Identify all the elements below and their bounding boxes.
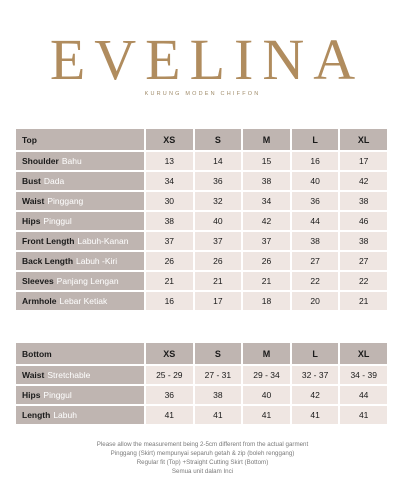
measurement-value: 13 — [146, 152, 193, 170]
size-header-xs: XS — [146, 343, 193, 364]
measurement-value: 38 — [243, 172, 290, 190]
measurement-value: 37 — [243, 232, 290, 250]
measurement-value: 36 — [292, 192, 339, 210]
bottom-size-table — [14, 341, 389, 426]
size-header-xl: XL — [340, 129, 387, 150]
measurement-value: 42 — [340, 172, 387, 190]
measurement-value: 20 — [292, 292, 339, 310]
table-row — [16, 232, 387, 250]
table-row — [16, 406, 387, 424]
size-header-m: M — [243, 343, 290, 364]
measurement-value: 16 — [146, 292, 193, 310]
measurement-name: Waist — [22, 196, 45, 206]
measurement-label — [16, 192, 144, 210]
table-row — [16, 152, 387, 170]
measurement-label — [16, 212, 144, 230]
measurement-value: 36 — [195, 172, 242, 190]
size-header-l: L — [292, 343, 339, 364]
measurement-label — [16, 406, 144, 424]
measurement-value: 42 — [243, 212, 290, 230]
measurement-label — [16, 366, 144, 384]
bottom-table-body — [16, 366, 387, 424]
measurement-value: 27 — [292, 252, 339, 270]
measurement-value: 38 — [340, 192, 387, 210]
measurement-name: Hips — [22, 390, 41, 400]
measurement-local-name: Lebar Ketiak — [59, 296, 108, 306]
measurement-label — [16, 272, 144, 290]
measurement-value: 21 — [340, 292, 387, 310]
top-table-header-row — [16, 129, 387, 150]
measurement-local-name: Pinggul — [43, 390, 72, 400]
measurement-local-name: Dada — [43, 176, 65, 186]
measurement-label — [16, 292, 144, 310]
measurement-value: 42 — [292, 386, 339, 404]
size-header-s: S — [195, 343, 242, 364]
measurement-value: 37 — [195, 232, 242, 250]
measurement-value: 44 — [340, 386, 387, 404]
note-fit: Regular fit (Top) +Straight Cutting Skirt (Bottom) — [136, 459, 269, 466]
top-table-body — [16, 152, 387, 310]
measurement-value: 32 — [195, 192, 242, 210]
measurement-local-name: Stretchable — [47, 370, 91, 380]
measurement-local-name: Bahu — [61, 156, 82, 166]
measurement-value: 34 - 39 — [340, 366, 387, 384]
measurement-name: Sleeves — [22, 276, 54, 286]
measurement-value: 17 — [195, 292, 242, 310]
table-row — [16, 386, 387, 404]
measurement-label — [16, 152, 144, 170]
measurement-value: 34 — [243, 192, 290, 210]
measurement-value: 32 - 37 — [292, 366, 339, 384]
measurement-value: 21 — [195, 272, 242, 290]
note-measurement-tolerance: Please allow the measurement being 2-5cm different from the actual garment — [96, 441, 309, 448]
measurement-label — [16, 386, 144, 404]
note-units: Semua unit dalam Inci — [171, 468, 234, 475]
measurement-value: 21 — [243, 272, 290, 290]
measurement-name: Hips — [22, 216, 41, 226]
size-header-m: M — [243, 129, 290, 150]
measurement-label — [16, 232, 144, 250]
measurement-local-name: Pinggang — [47, 196, 84, 206]
measurement-value: 40 — [292, 172, 339, 190]
table-row — [16, 172, 387, 190]
table-row — [16, 272, 387, 290]
bottom-table-title: Bottom — [16, 343, 144, 364]
size-header-xs: XS — [146, 129, 193, 150]
table-row — [16, 212, 387, 230]
measurement-value: 38 — [195, 386, 242, 404]
measurement-name: Bust — [22, 176, 41, 186]
measurement-value: 38 — [340, 232, 387, 250]
measurement-value: 22 — [292, 272, 339, 290]
measurement-value: 36 — [146, 386, 193, 404]
size-header-s: S — [195, 129, 242, 150]
measurement-value: 41 — [243, 406, 290, 424]
measurement-name: Armhole — [22, 296, 57, 306]
measurement-name: Shoulder — [22, 156, 59, 166]
measurement-value: 27 - 31 — [195, 366, 242, 384]
measurement-value: 37 — [146, 232, 193, 250]
size-header-l: L — [292, 129, 339, 150]
measurement-value: 44 — [292, 212, 339, 230]
measurement-name: Back Length — [22, 256, 74, 266]
measurement-value: 30 — [146, 192, 193, 210]
table-row — [16, 292, 387, 310]
measurement-value: 17 — [340, 152, 387, 170]
measurement-value: 26 — [146, 252, 193, 270]
table-row — [16, 192, 387, 210]
measurement-local-name: Labuh -Kiri — [76, 256, 118, 266]
bottom-table-header-row — [16, 343, 387, 364]
measurement-value: 38 — [292, 232, 339, 250]
table-row — [16, 252, 387, 270]
measurement-local-name: Labuh — [53, 410, 77, 420]
measurement-value: 40 — [243, 386, 290, 404]
measurement-value: 16 — [292, 152, 339, 170]
measurement-value: 38 — [146, 212, 193, 230]
measurement-value: 25 - 29 — [146, 366, 193, 384]
measurement-value: 29 - 34 — [243, 366, 290, 384]
measurement-value: 18 — [243, 292, 290, 310]
table-row — [16, 366, 387, 384]
measurement-value: 41 — [195, 406, 242, 424]
measurement-name: Waist — [22, 370, 45, 380]
measurement-value: 41 — [146, 406, 193, 424]
top-table-title: Top — [16, 129, 144, 150]
measurement-label — [16, 172, 144, 190]
measurement-value: 21 — [146, 272, 193, 290]
measurement-value: 22 — [340, 272, 387, 290]
measurement-value: 46 — [340, 212, 387, 230]
measurement-value: 41 — [340, 406, 387, 424]
note-skirt-waist: Pinggang (Skirt) mempunyai separuh getah & zip (boleh renggang) — [110, 450, 295, 457]
brand-logo: EVELINA — [49, 27, 365, 92]
measurement-value: 26 — [195, 252, 242, 270]
measurement-label — [16, 252, 144, 270]
measurement-local-name: Panjang Lengan — [56, 276, 119, 286]
measurement-local-name: Pinggul — [43, 216, 72, 226]
measurement-local-name: Labuh-Kanan — [77, 236, 129, 246]
brand-tagline: KURUNG MODEN CHIFFON — [144, 91, 261, 97]
measurement-value: 41 — [292, 406, 339, 424]
measurement-name: Front Length — [22, 236, 75, 246]
measurement-value: 40 — [195, 212, 242, 230]
measurement-value: 14 — [195, 152, 242, 170]
top-size-table — [14, 127, 389, 312]
measurement-value: 26 — [243, 252, 290, 270]
size-header-xl: XL — [340, 343, 387, 364]
measurement-name: Length — [22, 410, 51, 420]
measurement-value: 15 — [243, 152, 290, 170]
measurement-value: 27 — [340, 252, 387, 270]
measurement-value: 34 — [146, 172, 193, 190]
